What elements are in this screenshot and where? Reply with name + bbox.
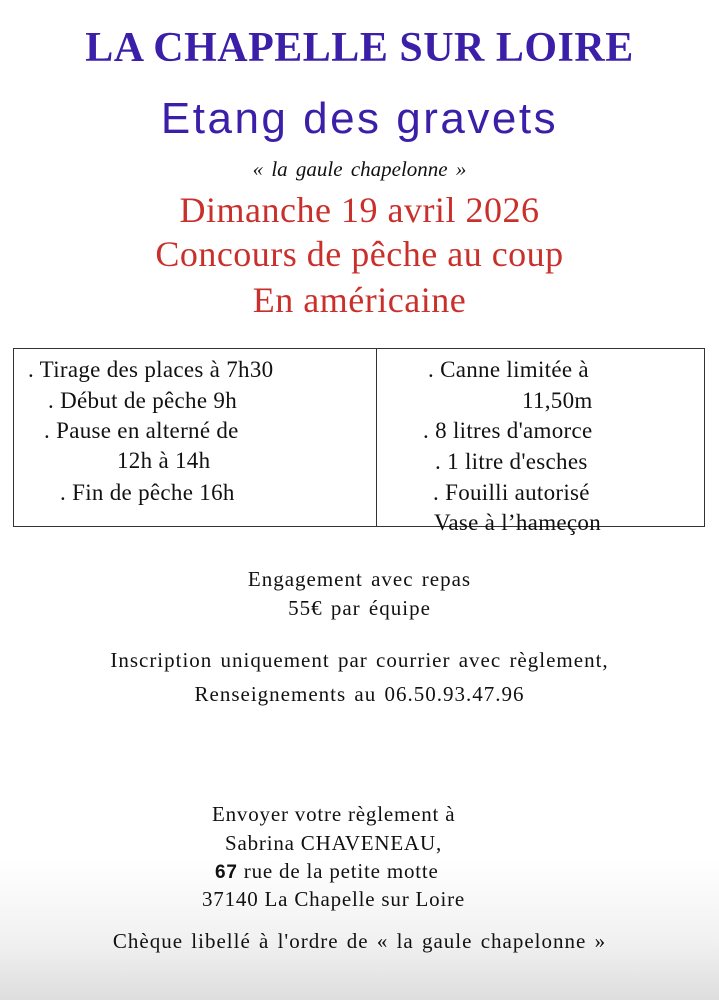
rule-end-time: . Fin de pêche 16h (60, 480, 235, 505)
rule-rod-length: 11,50m (522, 388, 593, 413)
rule-fouilli: . Fouilli autorisé (433, 480, 590, 505)
venue-title: Etang des gravets (160, 94, 559, 143)
inscription-text: Inscription uniquement par courrier avec règlement, (110, 648, 609, 672)
cheque-instructions: Chèque libellé à l'ordre de « la gaule chapelonne » (112, 929, 607, 953)
payment-intro: Envoyer votre règlement à (212, 802, 456, 826)
club-name: « la gaule chapelonne » (252, 157, 467, 181)
street-address (215, 859, 439, 884)
rule-break: . Pause en alterné de (44, 418, 239, 443)
rule-start-time: . Début de pêche 9h (48, 388, 237, 413)
event-format: En américaine (252, 280, 467, 320)
street-name: rue de la petite motte (243, 859, 439, 883)
price-text: 55€ par équipe (288, 596, 431, 620)
rule-groundbait: . 8 litres d'amorce (423, 418, 593, 443)
rules-divider (376, 348, 377, 527)
rule-break-hours: 12h à 14h (117, 448, 211, 473)
street-number: 67 (215, 862, 238, 883)
event-date: Dimanche 19 avril 2026 (179, 190, 540, 230)
rule-rod-limit: . Canne limitée à (428, 357, 589, 382)
rule-draw-time: . Tirage des places à 7h30 (28, 357, 274, 382)
rule-bait: . 1 litre d'esches (435, 449, 588, 474)
recipient-name: Sabrina CHAVENEAU, (225, 831, 442, 855)
event-title: Concours de pêche au coup (155, 234, 564, 274)
engagement-text: Engagement avec repas (247, 567, 472, 591)
rule-vase: Vase à l’hameçon (434, 510, 602, 535)
town-title: LA CHAPELLE SUR LOIRE (85, 25, 634, 71)
city-line: 37140 La Chapelle sur Loire (202, 887, 466, 911)
contact-phone: Renseignements au 06.50.93.47.96 (194, 682, 525, 706)
